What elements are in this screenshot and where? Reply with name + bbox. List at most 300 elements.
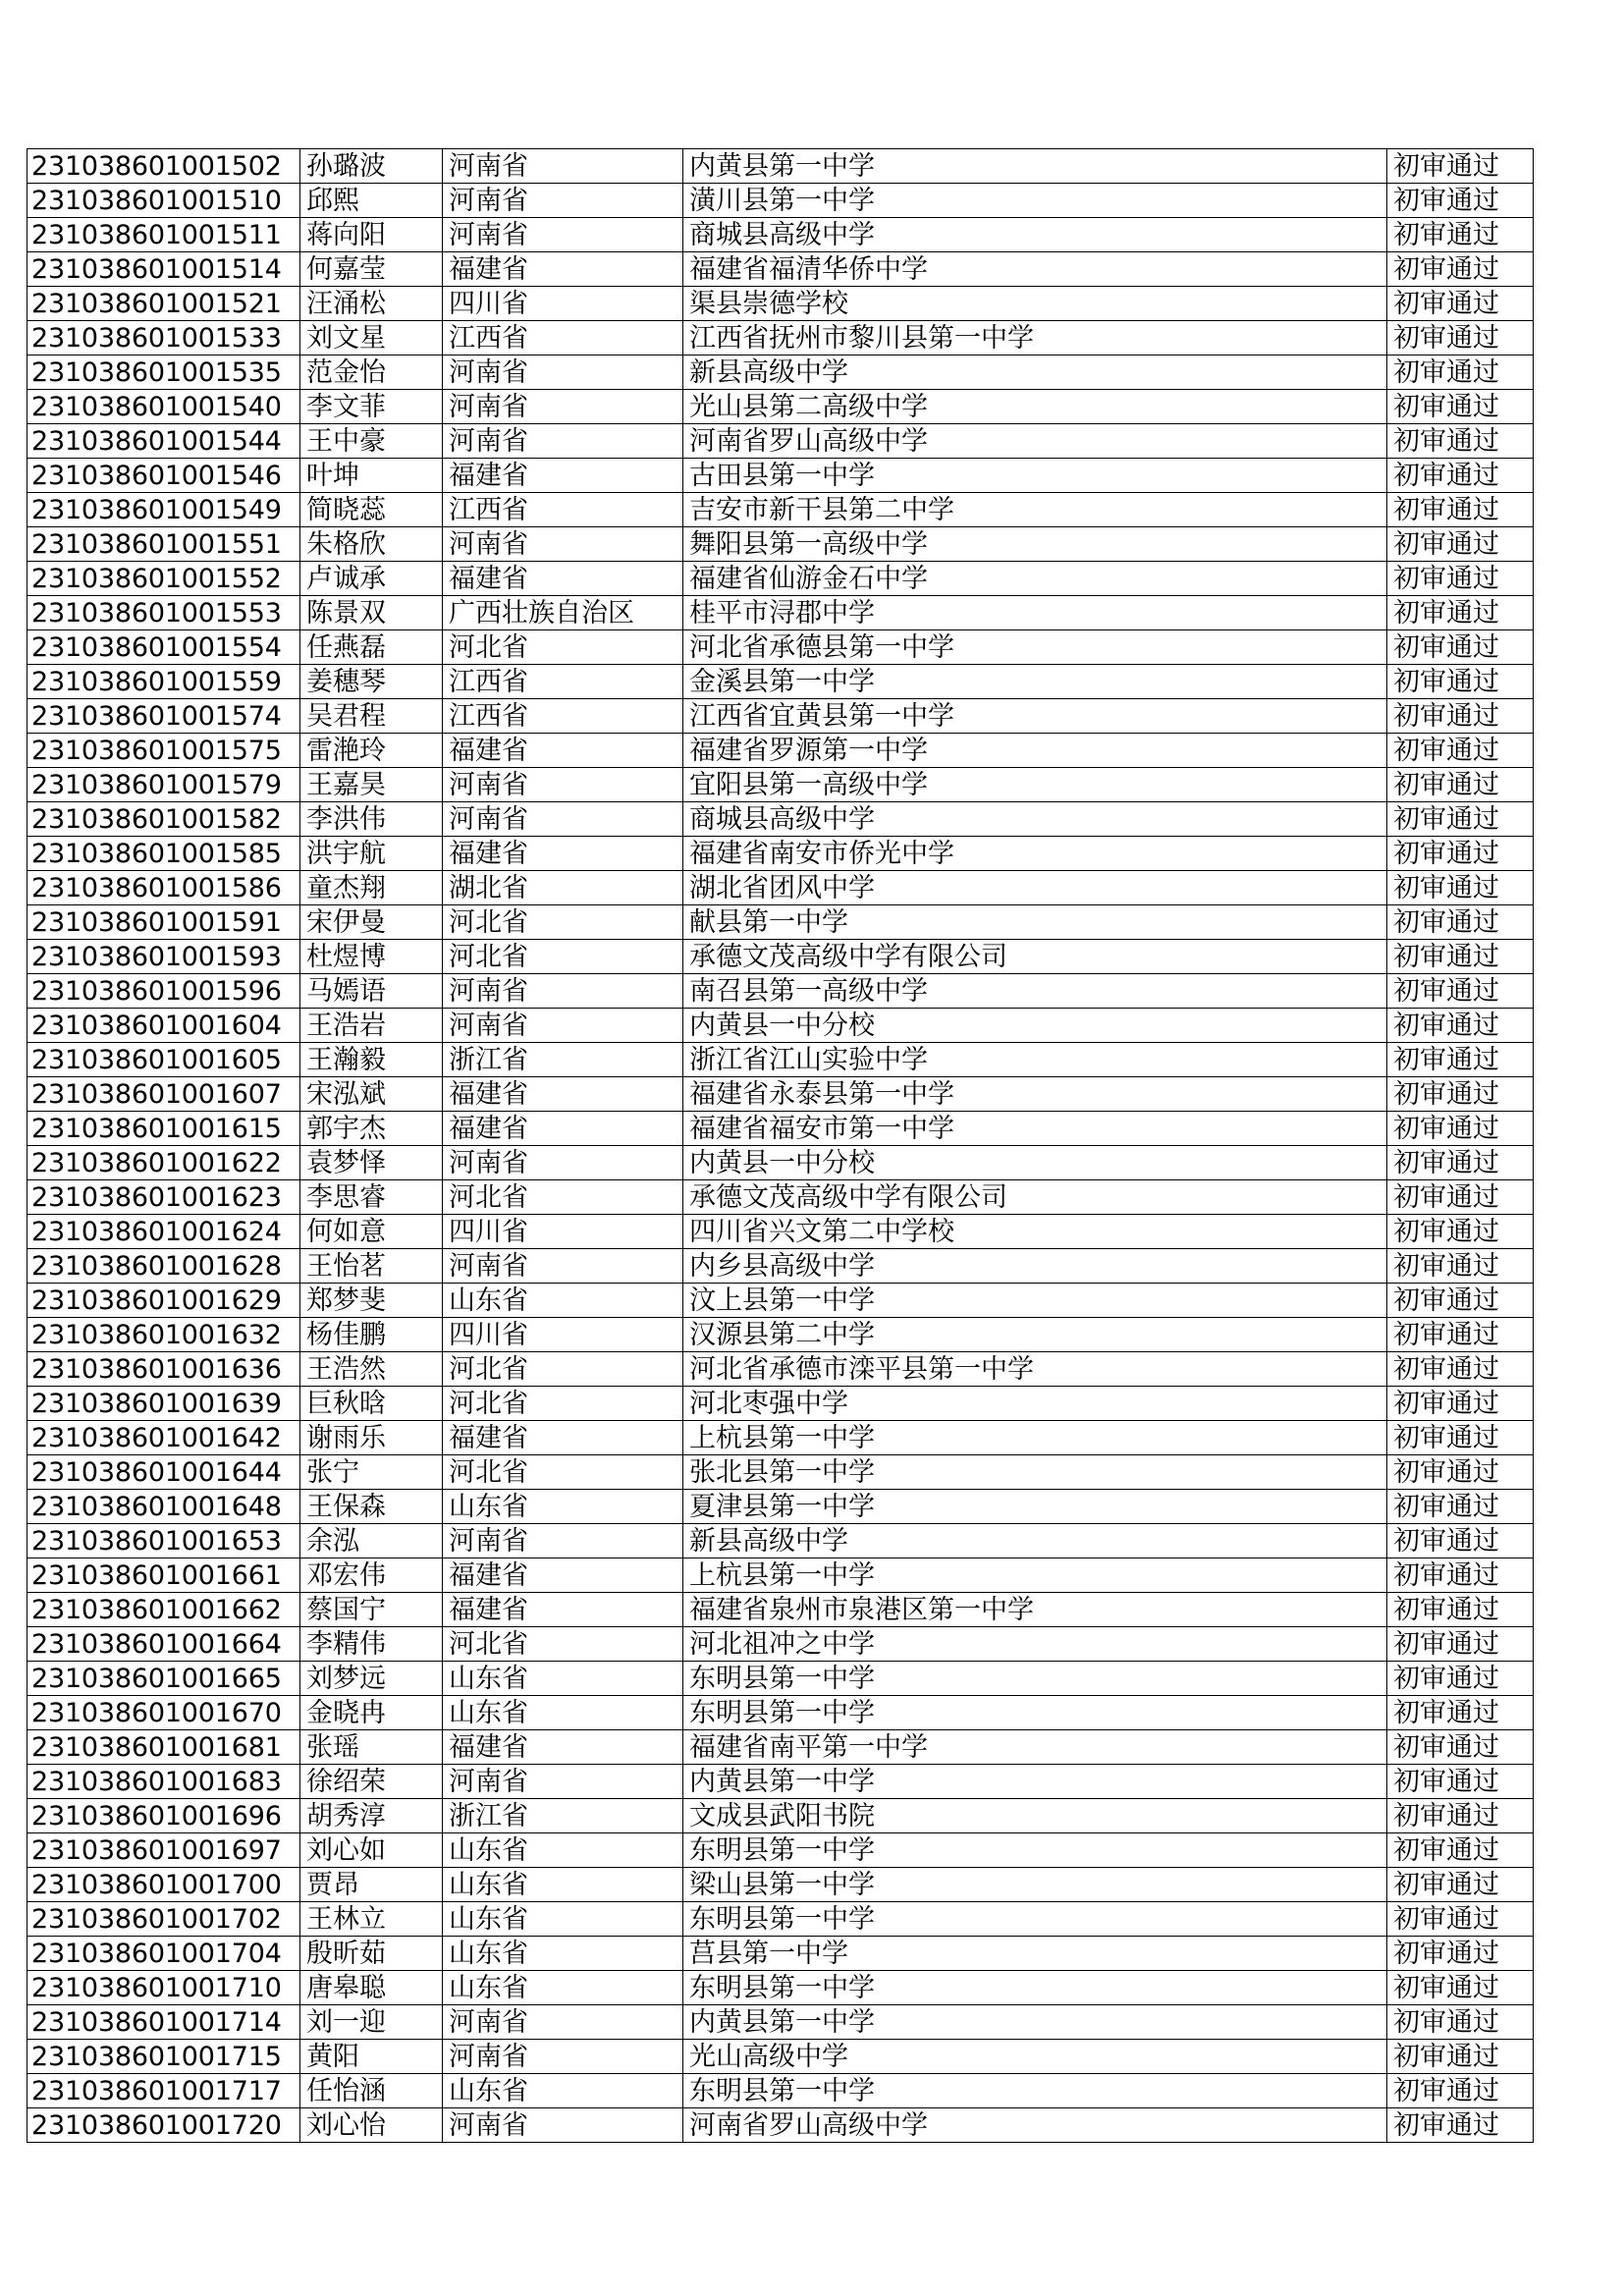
candidate-id-cell: 231038601001574 (27, 699, 300, 734)
table-row (27, 837, 1534, 871)
review-status-cell: 初审通过 (1387, 802, 1534, 837)
table-row (27, 184, 1534, 218)
school-cell: 潢川县第一中学 (683, 184, 1387, 218)
review-status-cell: 初审通过 (1387, 1490, 1534, 1524)
candidate-id-cell: 231038601001540 (27, 390, 300, 424)
table-row (27, 940, 1534, 974)
table-row (27, 1937, 1534, 1971)
province-cell: 四川省 (443, 1215, 683, 1249)
school-cell: 内黄县第一中学 (683, 1765, 1387, 1799)
table-row (27, 1455, 1534, 1490)
school-cell: 福建省南安市侨光中学 (683, 837, 1387, 871)
review-status-cell: 初审通过 (1387, 459, 1534, 493)
table-row (27, 1971, 1534, 2005)
candidate-name-cell: 马嫣语 (300, 974, 443, 1009)
review-status-cell: 初审通过 (1387, 1627, 1534, 1662)
school-cell: 新县高级中学 (683, 355, 1387, 390)
school-cell: 光山县第二高级中学 (683, 390, 1387, 424)
review-status-cell: 初审通过 (1387, 355, 1534, 390)
province-cell: 江西省 (443, 665, 683, 699)
candidate-name-cell: 洪宇航 (300, 837, 443, 871)
candidate-name-cell: 吴君程 (300, 699, 443, 734)
review-status-cell: 初审通过 (1387, 493, 1534, 527)
province-cell: 河北省 (443, 905, 683, 940)
candidate-id-cell: 231038601001628 (27, 1249, 300, 1284)
province-cell: 河北省 (443, 1627, 683, 1662)
school-cell: 文成县武阳书院 (683, 1799, 1387, 1833)
school-cell: 内黄县一中分校 (683, 1009, 1387, 1043)
candidate-id-cell: 231038601001546 (27, 459, 300, 493)
table-row (27, 2005, 1534, 2040)
school-cell: 东明县第一中学 (683, 2074, 1387, 2108)
review-status-cell: 初审通过 (1387, 1215, 1534, 1249)
candidate-name-cell: 姜穗琴 (300, 665, 443, 699)
candidate-name-cell: 王嘉昊 (300, 768, 443, 802)
candidate-name-cell: 袁梦怿 (300, 1146, 443, 1180)
review-status-cell: 初审通过 (1387, 1662, 1534, 1696)
candidate-id-cell: 231038601001629 (27, 1284, 300, 1318)
table-row (27, 1490, 1534, 1524)
province-cell: 河南省 (443, 1249, 683, 1284)
table-row (27, 802, 1534, 837)
province-cell: 河南省 (443, 424, 683, 459)
review-status-cell: 初审通过 (1387, 905, 1534, 940)
school-cell: 承德文茂高级中学有限公司 (683, 1180, 1387, 1215)
candidate-name-cell: 任燕磊 (300, 630, 443, 665)
school-cell: 桂平市浔郡中学 (683, 596, 1387, 630)
school-cell: 汶上县第一中学 (683, 1284, 1387, 1318)
candidate-id-cell: 231038601001717 (27, 2074, 300, 2108)
candidate-id-cell: 231038601001636 (27, 1352, 300, 1387)
province-cell: 山东省 (443, 1696, 683, 1730)
review-status-cell: 初审通过 (1387, 562, 1534, 596)
candidate-id-cell: 231038601001624 (27, 1215, 300, 1249)
province-cell: 福建省 (443, 1421, 683, 1455)
province-cell: 河南省 (443, 768, 683, 802)
review-status-cell: 初审通过 (1387, 321, 1534, 355)
school-cell: 福建省罗源第一中学 (683, 734, 1387, 768)
province-cell: 河南省 (443, 218, 683, 252)
school-cell: 渠县崇德学校 (683, 287, 1387, 321)
school-cell: 莒县第一中学 (683, 1937, 1387, 1971)
table-row (27, 1077, 1534, 1112)
review-status-cell: 初审通过 (1387, 974, 1534, 1009)
table-row (27, 1112, 1534, 1146)
province-cell: 四川省 (443, 1318, 683, 1352)
candidate-id-cell: 231038601001510 (27, 184, 300, 218)
candidate-id-cell: 231038601001697 (27, 1833, 300, 1868)
review-status-cell: 初审通过 (1387, 734, 1534, 768)
school-cell: 献县第一中学 (683, 905, 1387, 940)
table-row (27, 699, 1534, 734)
candidate-id-cell: 231038601001715 (27, 2040, 300, 2074)
candidate-name-cell: 李思睿 (300, 1180, 443, 1215)
province-cell: 河南省 (443, 2005, 683, 2040)
school-cell: 福建省南平第一中学 (683, 1730, 1387, 1765)
table-row (27, 1215, 1534, 1249)
school-cell: 东明县第一中学 (683, 1662, 1387, 1696)
province-cell: 江西省 (443, 493, 683, 527)
candidate-id-cell: 231038601001681 (27, 1730, 300, 1765)
candidate-name-cell: 王瀚毅 (300, 1043, 443, 1077)
candidate-name-cell: 何嘉莹 (300, 252, 443, 287)
table-row (27, 1387, 1534, 1421)
school-cell: 福建省仙游金石中学 (683, 562, 1387, 596)
candidate-id-cell: 231038601001593 (27, 940, 300, 974)
review-status-cell: 初审通过 (1387, 1318, 1534, 1352)
candidate-name-cell: 叶坤 (300, 459, 443, 493)
school-cell: 东明县第一中学 (683, 1833, 1387, 1868)
table-row (27, 1902, 1534, 1937)
province-cell: 河南省 (443, 1765, 683, 1799)
table-row (27, 321, 1534, 355)
school-cell: 张北县第一中学 (683, 1455, 1387, 1490)
table-row (27, 1146, 1534, 1180)
school-cell: 东明县第一中学 (683, 1971, 1387, 2005)
candidate-id-cell: 231038601001607 (27, 1077, 300, 1112)
school-cell: 福建省福安市第一中学 (683, 1112, 1387, 1146)
candidate-id-cell: 231038601001591 (27, 905, 300, 940)
school-cell: 上杭县第一中学 (683, 1421, 1387, 1455)
candidate-id-cell: 231038601001696 (27, 1799, 300, 1833)
table-row (27, 1284, 1534, 1318)
school-cell: 上杭县第一中学 (683, 1558, 1387, 1593)
school-cell: 夏津县第一中学 (683, 1490, 1387, 1524)
candidate-id-cell: 231038601001535 (27, 355, 300, 390)
review-status-cell: 初审通过 (1387, 1902, 1534, 1937)
candidate-id-cell: 231038601001552 (27, 562, 300, 596)
candidate-id-cell: 231038601001710 (27, 1971, 300, 2005)
table-row (27, 1765, 1534, 1799)
province-cell: 山东省 (443, 1937, 683, 1971)
review-status-cell: 初审通过 (1387, 665, 1534, 699)
table-row (27, 1352, 1534, 1387)
review-status-cell: 初审通过 (1387, 596, 1534, 630)
review-status-cell: 初审通过 (1387, 424, 1534, 459)
candidate-name-cell: 宋泓斌 (300, 1077, 443, 1112)
school-cell: 宜阳县第一高级中学 (683, 768, 1387, 802)
candidate-id-cell: 231038601001521 (27, 287, 300, 321)
province-cell: 福建省 (443, 1112, 683, 1146)
province-cell: 河北省 (443, 940, 683, 974)
province-cell: 河北省 (443, 1387, 683, 1421)
school-cell: 河南省罗山高级中学 (683, 424, 1387, 459)
candidate-name-cell: 王中豪 (300, 424, 443, 459)
province-cell: 福建省 (443, 1593, 683, 1627)
candidate-name-cell: 卢诚承 (300, 562, 443, 596)
province-cell: 河南省 (443, 2040, 683, 2074)
table-row (27, 596, 1534, 630)
candidate-id-cell: 231038601001604 (27, 1009, 300, 1043)
candidate-name-cell: 刘一迎 (300, 2005, 443, 2040)
school-cell: 江西省宜黄县第一中学 (683, 699, 1387, 734)
candidate-id-cell: 231038601001551 (27, 527, 300, 562)
candidate-name-cell: 王浩然 (300, 1352, 443, 1387)
province-cell: 山东省 (443, 1868, 683, 1902)
review-status-cell: 初审通过 (1387, 1868, 1534, 1902)
review-status-cell: 初审通过 (1387, 390, 1534, 424)
table-row (27, 905, 1534, 940)
review-status-cell: 初审通过 (1387, 1284, 1534, 1318)
table-row (27, 1524, 1534, 1558)
table-row (27, 2074, 1534, 2108)
candidate-id-cell: 231038601001544 (27, 424, 300, 459)
province-cell: 河南省 (443, 1146, 683, 1180)
province-cell: 河南省 (443, 355, 683, 390)
candidate-id-cell: 231038601001704 (27, 1937, 300, 1971)
province-cell: 江西省 (443, 699, 683, 734)
province-cell: 河北省 (443, 1180, 683, 1215)
table-row (27, 768, 1534, 802)
table-row (27, 1009, 1534, 1043)
school-cell: 汉源县第二中学 (683, 1318, 1387, 1352)
school-cell: 梁山县第一中学 (683, 1868, 1387, 1902)
review-status-cell: 初审通过 (1387, 2005, 1534, 2040)
school-cell: 商城县高级中学 (683, 802, 1387, 837)
province-cell: 河南省 (443, 2108, 683, 2143)
school-cell: 内黄县第一中学 (683, 149, 1387, 184)
candidate-id-cell: 231038601001605 (27, 1043, 300, 1077)
province-cell: 河南省 (443, 802, 683, 837)
table-row (27, 1180, 1534, 1215)
province-cell: 河南省 (443, 1524, 683, 1558)
candidate-id-cell: 231038601001683 (27, 1765, 300, 1799)
candidate-name-cell: 王林立 (300, 1902, 443, 1937)
table-row (27, 1421, 1534, 1455)
table-row (27, 2040, 1534, 2074)
candidate-name-cell: 陈景双 (300, 596, 443, 630)
review-status-cell: 初审通过 (1387, 1387, 1534, 1421)
candidate-name-cell: 郭宇杰 (300, 1112, 443, 1146)
table-row (27, 1662, 1534, 1696)
table-row (27, 1249, 1534, 1284)
table-row (27, 1558, 1534, 1593)
review-status-cell: 初审通过 (1387, 149, 1534, 184)
table-row (27, 1868, 1534, 1902)
review-status-cell: 初审通过 (1387, 2040, 1534, 2074)
school-cell: 商城县高级中学 (683, 218, 1387, 252)
candidate-id-cell: 231038601001714 (27, 2005, 300, 2040)
candidate-name-cell: 黄阳 (300, 2040, 443, 2074)
school-cell: 福建省永泰县第一中学 (683, 1077, 1387, 1112)
candidate-name-cell: 何如意 (300, 1215, 443, 1249)
table-row (27, 1318, 1534, 1352)
table-row (27, 424, 1534, 459)
school-cell: 吉安市新干县第二中学 (683, 493, 1387, 527)
candidate-name-cell: 孙璐波 (300, 149, 443, 184)
review-status-cell: 初审通过 (1387, 1421, 1534, 1455)
candidate-name-cell: 余泓 (300, 1524, 443, 1558)
school-cell: 河北祖冲之中学 (683, 1627, 1387, 1662)
candidate-name-cell: 杜煜博 (300, 940, 443, 974)
candidate-id-cell: 231038601001720 (27, 2108, 300, 2143)
candidate-id-cell: 231038601001653 (27, 1524, 300, 1558)
candidate-id-cell: 231038601001702 (27, 1902, 300, 1937)
table-row (27, 1593, 1534, 1627)
review-status-cell: 初审通过 (1387, 2074, 1534, 2108)
table-row (27, 630, 1534, 665)
candidate-table (27, 148, 1534, 2143)
province-cell: 山东省 (443, 1284, 683, 1318)
review-status-cell: 初审通过 (1387, 768, 1534, 802)
candidate-id-cell: 231038601001559 (27, 665, 300, 699)
candidate-name-cell: 刘文星 (300, 321, 443, 355)
candidate-id-cell: 231038601001575 (27, 734, 300, 768)
province-cell: 江西省 (443, 321, 683, 355)
province-cell: 河北省 (443, 630, 683, 665)
candidate-name-cell: 巨秋晗 (300, 1387, 443, 1421)
candidate-name-cell: 谢雨乐 (300, 1421, 443, 1455)
province-cell: 山东省 (443, 1971, 683, 2005)
candidate-name-cell: 杨佳鹏 (300, 1318, 443, 1352)
candidate-id-cell: 231038601001586 (27, 871, 300, 905)
candidate-id-cell: 231038601001622 (27, 1146, 300, 1180)
review-status-cell: 初审通过 (1387, 252, 1534, 287)
province-cell: 福建省 (443, 459, 683, 493)
candidate-id-cell: 231038601001648 (27, 1490, 300, 1524)
candidate-id-cell: 231038601001664 (27, 1627, 300, 1662)
table-row (27, 562, 1534, 596)
school-cell: 江西省抚州市黎川县第一中学 (683, 321, 1387, 355)
candidate-id-cell: 231038601001665 (27, 1662, 300, 1696)
review-status-cell: 初审通过 (1387, 218, 1534, 252)
candidate-id-cell: 231038601001642 (27, 1421, 300, 1455)
school-cell: 四川省兴文第二中学校 (683, 1215, 1387, 1249)
province-cell: 河南省 (443, 149, 683, 184)
review-status-cell: 初审通过 (1387, 287, 1534, 321)
candidate-id-cell: 231038601001582 (27, 802, 300, 837)
candidate-name-cell: 宋伊曼 (300, 905, 443, 940)
school-cell: 新县高级中学 (683, 1524, 1387, 1558)
table-row (27, 734, 1534, 768)
province-cell: 福建省 (443, 734, 683, 768)
candidate-name-cell: 唐皋聪 (300, 1971, 443, 2005)
candidate-id-cell: 231038601001670 (27, 1696, 300, 1730)
review-status-cell: 初审通过 (1387, 1730, 1534, 1765)
candidate-name-cell: 刘心如 (300, 1833, 443, 1868)
review-status-cell: 初审通过 (1387, 1524, 1534, 1558)
candidate-name-cell: 李精伟 (300, 1627, 443, 1662)
table-row (27, 1696, 1534, 1730)
school-cell: 河北枣强中学 (683, 1387, 1387, 1421)
candidate-id-cell: 231038601001549 (27, 493, 300, 527)
table-row (27, 1730, 1534, 1765)
table-row (27, 665, 1534, 699)
review-status-cell: 初审通过 (1387, 630, 1534, 665)
province-cell: 山东省 (443, 2074, 683, 2108)
school-cell: 光山高级中学 (683, 2040, 1387, 2074)
school-cell: 河南省罗山高级中学 (683, 2108, 1387, 2143)
review-status-cell: 初审通过 (1387, 940, 1534, 974)
province-cell: 浙江省 (443, 1799, 683, 1833)
table-row (27, 1627, 1534, 1662)
candidate-id-cell: 231038601001632 (27, 1318, 300, 1352)
candidate-id-cell: 231038601001662 (27, 1593, 300, 1627)
candidate-id-cell: 231038601001554 (27, 630, 300, 665)
candidate-id-cell: 231038601001514 (27, 252, 300, 287)
candidate-name-cell: 范金怡 (300, 355, 443, 390)
table-row (27, 974, 1534, 1009)
candidate-id-cell: 231038601001644 (27, 1455, 300, 1490)
province-cell: 山东省 (443, 1490, 683, 1524)
table-row (27, 1799, 1534, 1833)
candidate-name-cell: 童杰翔 (300, 871, 443, 905)
candidate-name-cell: 雷滟玲 (300, 734, 443, 768)
school-cell: 河北省承德市滦平县第一中学 (683, 1352, 1387, 1387)
province-cell: 福建省 (443, 1077, 683, 1112)
candidate-name-cell: 邓宏伟 (300, 1558, 443, 1593)
table-row (27, 493, 1534, 527)
school-cell: 浙江省江山实验中学 (683, 1043, 1387, 1077)
review-status-cell: 初审通过 (1387, 1765, 1534, 1799)
candidate-id-cell: 231038601001585 (27, 837, 300, 871)
table-row (27, 218, 1534, 252)
candidate-id-cell: 231038601001639 (27, 1387, 300, 1421)
review-status-cell: 初审通过 (1387, 1009, 1534, 1043)
table-row (27, 459, 1534, 493)
candidate-name-cell: 蔡国宁 (300, 1593, 443, 1627)
school-cell: 福建省福清华侨中学 (683, 252, 1387, 287)
review-status-cell: 初审通过 (1387, 1180, 1534, 1215)
table-row (27, 390, 1534, 424)
province-cell: 广西壮族自治区 (443, 596, 683, 630)
school-cell: 湖北省团风中学 (683, 871, 1387, 905)
candidate-name-cell: 殷昕茹 (300, 1937, 443, 1971)
province-cell: 山东省 (443, 1833, 683, 1868)
table-row (27, 2108, 1534, 2143)
candidate-id-cell: 231038601001661 (27, 1558, 300, 1593)
review-status-cell: 初审通过 (1387, 1043, 1534, 1077)
candidate-name-cell: 张宁 (300, 1455, 443, 1490)
province-cell: 福建省 (443, 1558, 683, 1593)
school-cell: 承德文茂高级中学有限公司 (683, 940, 1387, 974)
review-status-cell: 初审通过 (1387, 184, 1534, 218)
table-row (27, 355, 1534, 390)
province-cell: 福建省 (443, 837, 683, 871)
candidate-name-cell: 李文菲 (300, 390, 443, 424)
review-status-cell: 初审通过 (1387, 1971, 1534, 2005)
review-status-cell: 初审通过 (1387, 1937, 1534, 1971)
school-cell: 东明县第一中学 (683, 1696, 1387, 1730)
candidate-name-cell: 王保森 (300, 1490, 443, 1524)
province-cell: 河南省 (443, 1009, 683, 1043)
school-cell: 河北省承德县第一中学 (683, 630, 1387, 665)
school-cell: 南召县第一高级中学 (683, 974, 1387, 1009)
province-cell: 福建省 (443, 562, 683, 596)
candidate-id-cell: 231038601001553 (27, 596, 300, 630)
candidate-name-cell: 简晓蕊 (300, 493, 443, 527)
candidate-name-cell: 王怡茗 (300, 1249, 443, 1284)
candidate-id-cell: 231038601001596 (27, 974, 300, 1009)
table-row (27, 149, 1534, 184)
candidate-name-cell: 徐绍荣 (300, 1765, 443, 1799)
table-row (27, 287, 1534, 321)
review-status-cell: 初审通过 (1387, 871, 1534, 905)
review-status-cell: 初审通过 (1387, 1833, 1534, 1868)
province-cell: 山东省 (443, 1902, 683, 1937)
candidate-name-cell: 李洪伟 (300, 802, 443, 837)
review-status-cell: 初审通过 (1387, 1112, 1534, 1146)
review-status-cell: 初审通过 (1387, 1352, 1534, 1387)
table-row (27, 871, 1534, 905)
candidate-name-cell: 郑梦斐 (300, 1284, 443, 1318)
candidate-id-cell: 231038601001502 (27, 149, 300, 184)
table-row (27, 252, 1534, 287)
school-cell: 古田县第一中学 (683, 459, 1387, 493)
review-status-cell: 初审通过 (1387, 1077, 1534, 1112)
school-cell: 内黄县第一中学 (683, 2005, 1387, 2040)
candidate-name-cell: 王浩岩 (300, 1009, 443, 1043)
